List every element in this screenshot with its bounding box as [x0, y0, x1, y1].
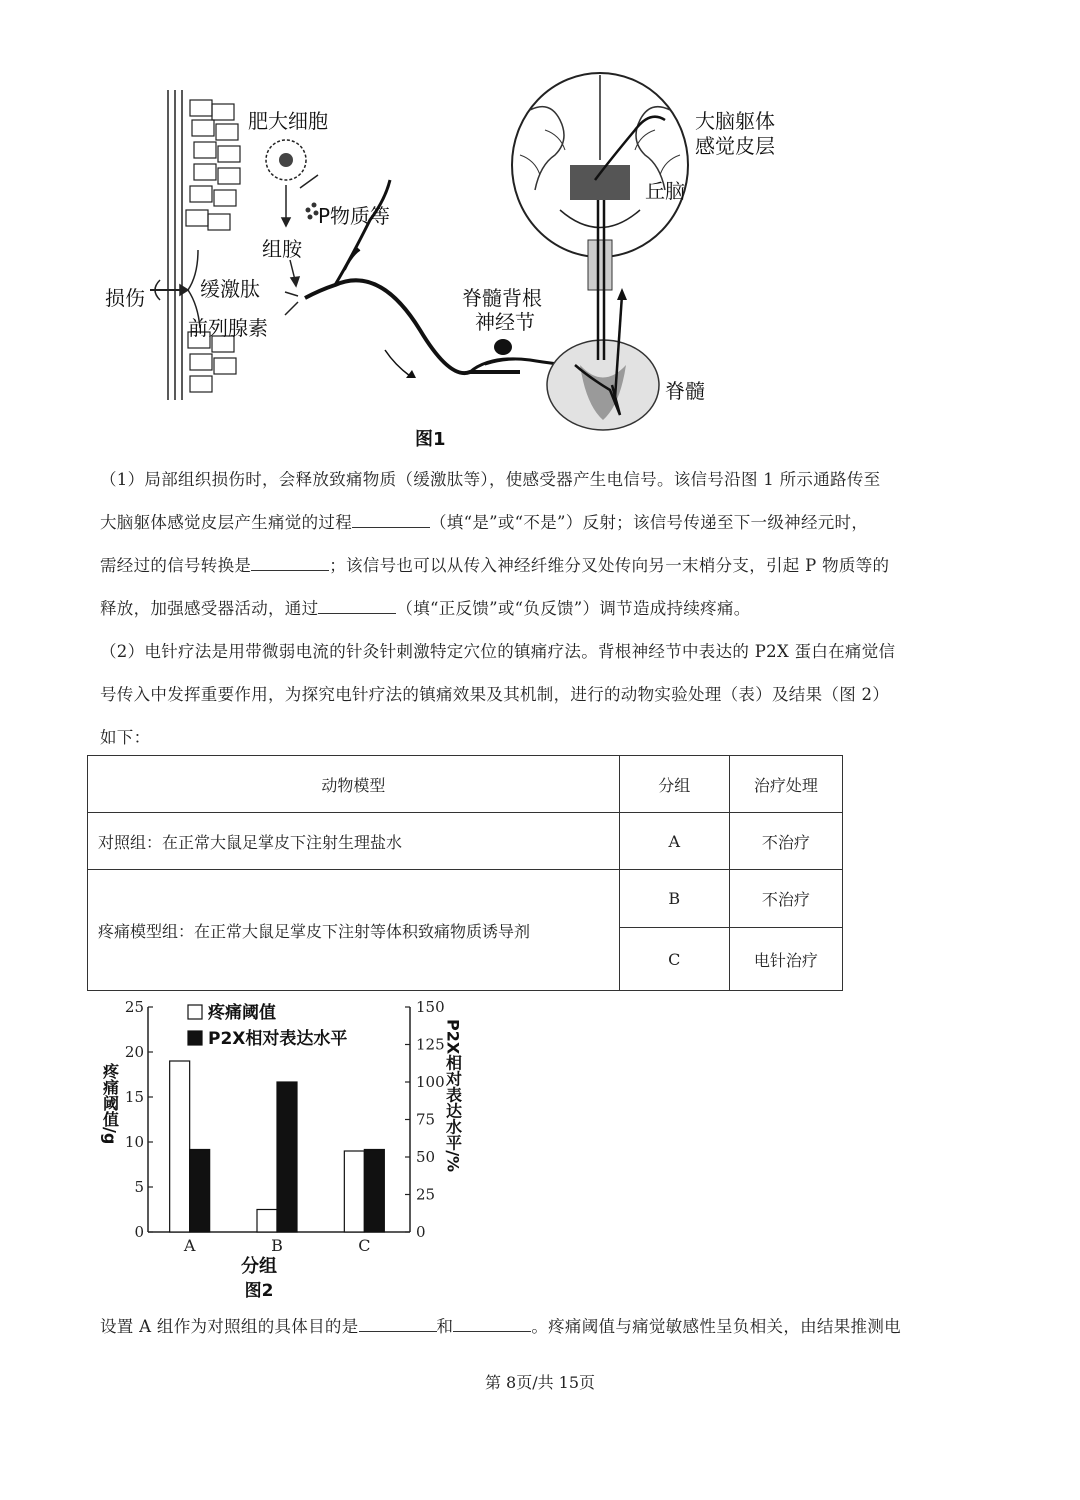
q1-line-2: 大脑躯体感觉皮层产生痛觉的过程 （填“是”或“不是”）反射；该信号传递至下一级神经元时，	[100, 513, 869, 532]
bar-B-pain-threshold	[257, 1210, 277, 1233]
label-drg-2: 神经节	[475, 310, 535, 334]
q1-line-3: 需经过的信号转换是 ；该信号也可以从传入神经纤维分叉处传向另一末梢分支，引起 P 物质等的	[100, 556, 890, 575]
treatment-cell: 不治疗	[729, 870, 842, 928]
x-tick-label: C	[358, 1236, 371, 1255]
bar-chart	[100, 995, 480, 1305]
label-injury: 损伤	[105, 286, 145, 310]
answer-blank[interactable]	[352, 526, 430, 528]
answer-blank[interactable]	[359, 1330, 437, 1332]
skin-tissue	[150, 90, 240, 400]
header-treatment: 治疗处理	[729, 756, 842, 813]
question-1	[100, 458, 990, 630]
label-drg: 脊髓背根	[462, 286, 542, 310]
left-tick-label: 15	[124, 1088, 144, 1106]
answer-blank[interactable]	[453, 1330, 531, 1332]
left-tick-label: 20	[124, 1043, 144, 1061]
pain-pathway-diagram	[90, 60, 920, 480]
q2-line-1: （2）电针疗法是用带微弱电流的针灸针刺激特定穴位的镇痛疗法。背根神经节中表达的 P2X 蛋白在痛觉信	[100, 642, 896, 661]
right-tick-label: 150	[416, 998, 445, 1016]
answer-blank[interactable]	[318, 612, 396, 614]
drg-ganglion	[494, 339, 512, 355]
legend-swatch	[188, 1031, 202, 1045]
table-header-row	[88, 756, 843, 813]
right-tick-label: 100	[416, 1073, 445, 1091]
left-tick-label: 25	[124, 998, 144, 1016]
group-cell: A	[619, 813, 729, 870]
label-prostaglandin: 前列腺素	[188, 316, 268, 340]
bar-C-pain-threshold	[344, 1151, 364, 1232]
chart-title: 图2	[244, 1281, 274, 1301]
q2-line-2: 号传入中发挥重要作用，为探究电针疗法的镇痛效果及其机制，进行的动物实验处理（表）及结果（图 2）	[100, 685, 890, 704]
right-tick-label: 75	[416, 1110, 436, 1129]
x-axis-label: 分组	[241, 1256, 277, 1277]
question-3-line: 设置 A 组作为对照组的具体目的是 和 。疼痛阈值与痛觉敏感性呈负相关，由结果推测电	[100, 1317, 901, 1336]
bar-A-p2x-level	[190, 1150, 210, 1233]
q1-line-4: 释放，加强感受器活动，通过 （填“正反馈”或“负反馈”）调节造成持续疼痛。	[100, 599, 751, 618]
left-tick-label: 10	[124, 1133, 144, 1151]
figure-2-chart	[100, 995, 480, 1305]
right-tick-label: 0	[416, 1223, 426, 1241]
label-histamine: 组胺	[262, 237, 302, 261]
treatment-cell: 不治疗	[729, 813, 842, 870]
right-tick-label: 125	[416, 1035, 445, 1054]
group-cell: B	[619, 870, 729, 928]
right-tick-label: 25	[416, 1185, 436, 1204]
legend-label: P2X相对表达水平	[208, 1029, 348, 1049]
x-tick-label: B	[271, 1236, 283, 1255]
substance-p-granules	[306, 203, 319, 220]
control-model: 对照组：在正常大鼠足掌皮下注射生理盐水	[88, 813, 620, 870]
label-thalamus: 丘脑	[645, 179, 685, 203]
brain	[512, 73, 688, 360]
table-row	[88, 870, 843, 928]
page-footer: 第 8页/共 15页	[484, 1373, 596, 1392]
group-cell: C	[619, 928, 729, 991]
left-tick-label: 0	[134, 1223, 144, 1241]
q1-line-1: （1）局部组织损伤时，会释放致痛物质（缓激肽等），使感受器产生电信号。该信号沿图 1 所示通路传至	[100, 470, 881, 489]
thalamus-region	[570, 165, 630, 200]
y-axis-left-label: 疼痛阈值/g	[100, 1063, 120, 1145]
legend-label: 疼痛阈值	[208, 1003, 276, 1023]
treatment-cell: 电针治疗	[729, 928, 842, 991]
legend-swatch	[188, 1005, 202, 1019]
header-group: 分组	[619, 756, 729, 813]
pain-model: 疼痛模型组：在正常大鼠足掌皮下注射等体积致痛物质诱导剂	[88, 870, 620, 991]
header-model: 动物模型	[88, 756, 620, 813]
label-bradykinin: 缓激肽	[200, 277, 260, 301]
question-2	[100, 630, 990, 759]
x-tick-label: A	[183, 1236, 196, 1255]
label-spinal-cord: 脊髓	[665, 379, 705, 403]
bar-C-p2x-level	[364, 1150, 384, 1233]
label-cortex-2: 感觉皮层	[695, 134, 775, 158]
table-row	[88, 813, 843, 870]
right-tick-label: 50	[416, 1148, 436, 1166]
experiment-table	[87, 755, 843, 991]
y-axis-right-label: P2X相对表达水平/%	[443, 1019, 463, 1173]
bar-A-pain-threshold	[170, 1061, 190, 1232]
answer-blank[interactable]	[251, 569, 329, 571]
label-mast-cell: 肥大细胞	[248, 109, 328, 133]
left-tick-label: 5	[134, 1178, 144, 1196]
label-substance-p: P物质等	[318, 204, 391, 228]
bar-B-p2x-level	[277, 1082, 297, 1232]
q2-line-3: 如下：	[100, 728, 151, 747]
figure-1-caption: 图1	[415, 429, 446, 450]
label-cortex: 大脑躯体	[695, 109, 775, 133]
figure-1-pain-pathway	[90, 60, 920, 480]
